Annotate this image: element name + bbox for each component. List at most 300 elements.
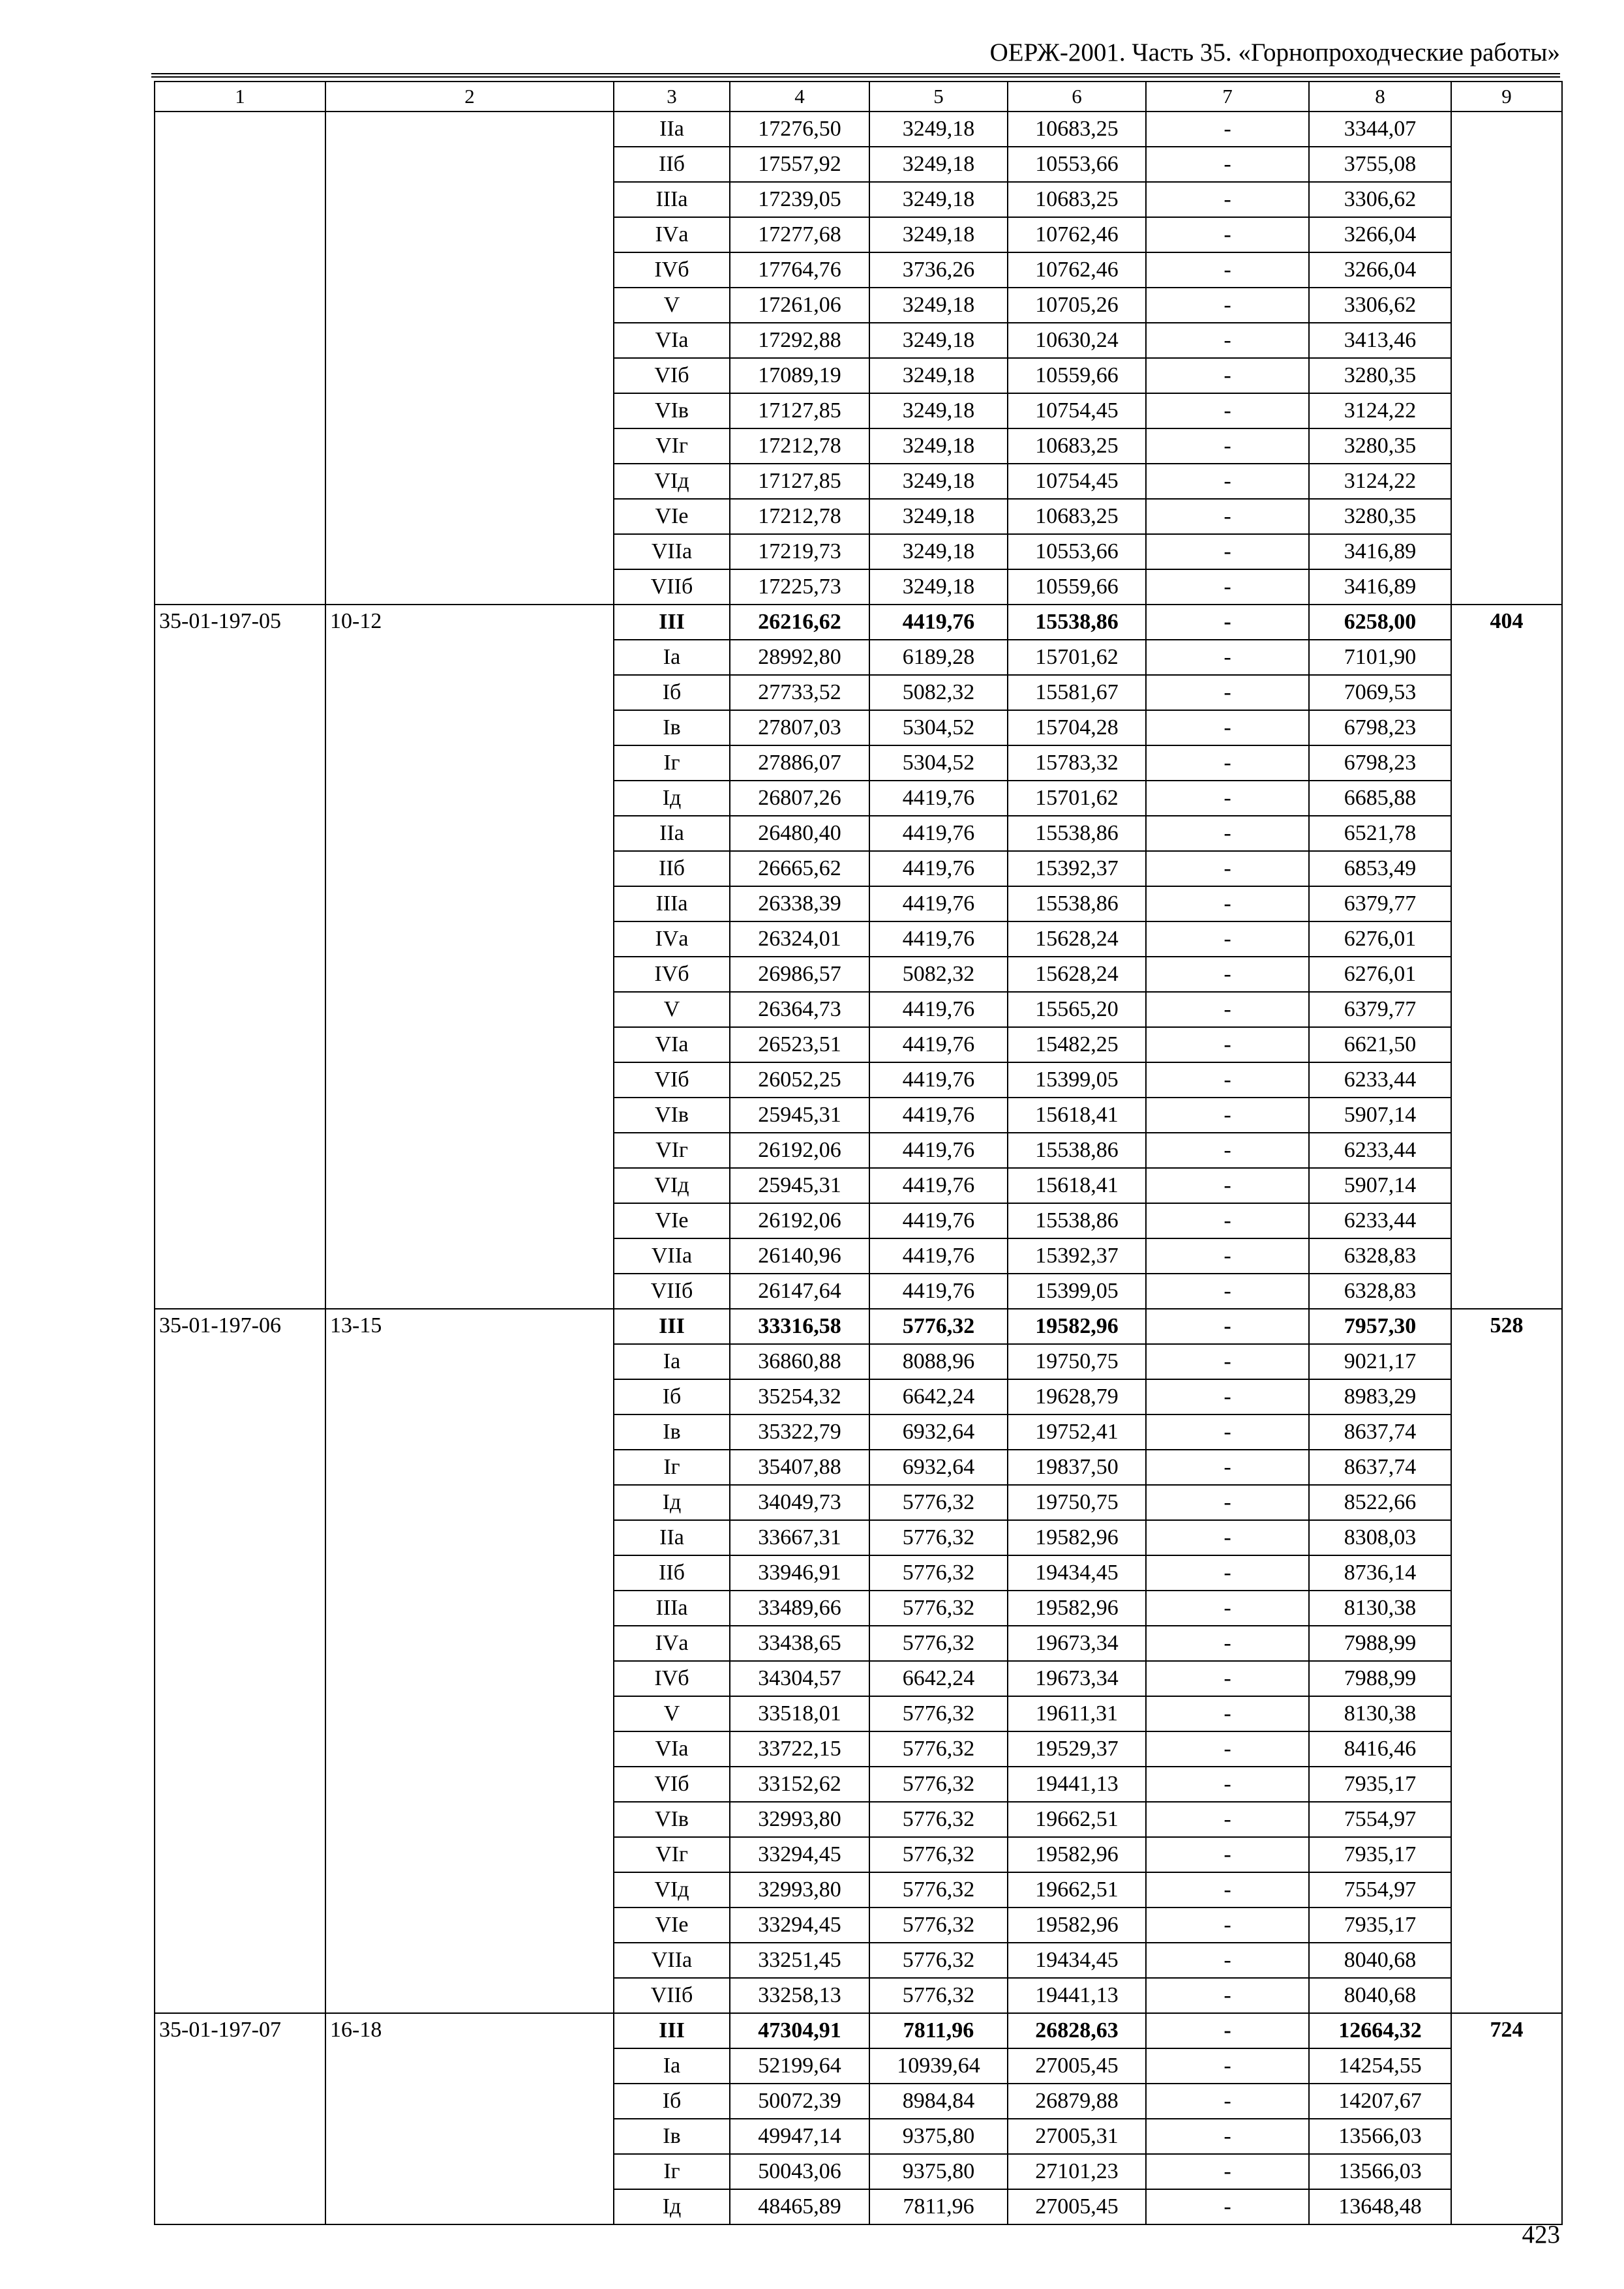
cell-type: IIб bbox=[614, 147, 730, 182]
cell-machines: 15399,05 bbox=[1008, 1274, 1146, 1309]
cell-wages: 4419,76 bbox=[869, 605, 1008, 640]
cell-materials: 7069,53 bbox=[1309, 675, 1451, 710]
cell-materials: 3280,35 bbox=[1309, 499, 1451, 534]
cell-materials: 3306,62 bbox=[1309, 182, 1451, 217]
cell-machines: 15538,86 bbox=[1008, 886, 1146, 921]
cell-type: VIб bbox=[614, 1767, 730, 1802]
cell-total bbox=[1451, 112, 1562, 605]
cell-machines: 10754,45 bbox=[1008, 393, 1146, 428]
cell-type: IVа bbox=[614, 921, 730, 957]
cell-type: VIIб bbox=[614, 1978, 730, 2013]
cell-machines: 15628,24 bbox=[1008, 921, 1146, 957]
cell-materials: 3416,89 bbox=[1309, 569, 1451, 605]
cell-wages: 4419,76 bbox=[869, 992, 1008, 1027]
cell-total-cost: 17127,85 bbox=[730, 393, 869, 428]
cell-materials: 6328,83 bbox=[1309, 1238, 1451, 1274]
cell-driver-wages: - bbox=[1146, 534, 1309, 569]
cell-machines: 19662,51 bbox=[1008, 1872, 1146, 1908]
cell-total-cost: 17764,76 bbox=[730, 252, 869, 288]
cell-wages: 5776,32 bbox=[869, 1520, 1008, 1555]
cell-driver-wages: - bbox=[1146, 1767, 1309, 1802]
cell-wages: 3249,18 bbox=[869, 288, 1008, 323]
cell-machines: 10553,66 bbox=[1008, 534, 1146, 569]
cell-driver-wages: - bbox=[1146, 1203, 1309, 1238]
cell-materials: 5907,14 bbox=[1309, 1168, 1451, 1203]
cell-type: VIIа bbox=[614, 534, 730, 569]
cell-materials: 8040,68 bbox=[1309, 1978, 1451, 2013]
cell-total-cost: 26324,01 bbox=[730, 921, 869, 957]
cell-type: IIб bbox=[614, 851, 730, 886]
cell-wages: 5776,32 bbox=[869, 1696, 1008, 1731]
cell-driver-wages: - bbox=[1146, 147, 1309, 182]
cell-type: Iб bbox=[614, 675, 730, 710]
cell-wages: 4419,76 bbox=[869, 816, 1008, 851]
cell-wages: 8088,96 bbox=[869, 1344, 1008, 1379]
cell-machines: 15618,41 bbox=[1008, 1168, 1146, 1203]
cell-type: VIе bbox=[614, 499, 730, 534]
cell-materials: 12664,32 bbox=[1309, 2013, 1451, 2048]
cell-machines: 19750,75 bbox=[1008, 1344, 1146, 1379]
cell-materials: 9021,17 bbox=[1309, 1344, 1451, 1379]
cell-wages: 4419,76 bbox=[869, 1168, 1008, 1203]
cell-materials: 6521,78 bbox=[1309, 816, 1451, 851]
cell-total-cost: 26364,73 bbox=[730, 992, 869, 1027]
cell-driver-wages: - bbox=[1146, 2189, 1309, 2224]
table-row bbox=[155, 1309, 1562, 1344]
table-row bbox=[155, 605, 1562, 640]
cell-driver-wages: - bbox=[1146, 640, 1309, 675]
cell-total-cost: 33518,01 bbox=[730, 1696, 869, 1731]
cell-wages: 4419,76 bbox=[869, 781, 1008, 816]
cell-machines: 15538,86 bbox=[1008, 1203, 1146, 1238]
column-number: 6 bbox=[1008, 82, 1146, 112]
cell-total-cost: 26192,06 bbox=[730, 1203, 869, 1238]
cell-type: VIд bbox=[614, 464, 730, 499]
cell-type: IIIа bbox=[614, 886, 730, 921]
cell-driver-wages: - bbox=[1146, 1238, 1309, 1274]
cell-code: 35-01-197-07 bbox=[155, 2013, 325, 2224]
cell-wages: 3249,18 bbox=[869, 323, 1008, 358]
cell-materials: 3755,08 bbox=[1309, 147, 1451, 182]
cell-total-cost: 17276,50 bbox=[730, 112, 869, 147]
cell-materials: 13648,48 bbox=[1309, 2189, 1451, 2224]
column-number-row bbox=[155, 82, 1562, 112]
cell-machines: 27005,31 bbox=[1008, 2119, 1146, 2154]
cell-total-cost: 50043,06 bbox=[730, 2154, 869, 2189]
cell-driver-wages: - bbox=[1146, 1133, 1309, 1168]
cell-range: 13-15 bbox=[325, 1309, 614, 2013]
cell-type: III bbox=[614, 1309, 730, 1344]
cell-type: Iа bbox=[614, 1344, 730, 1379]
cell-type: VIб bbox=[614, 358, 730, 393]
cell-materials: 7988,99 bbox=[1309, 1661, 1451, 1696]
cell-materials: 3266,04 bbox=[1309, 217, 1451, 252]
cell-wages: 3249,18 bbox=[869, 534, 1008, 569]
column-number: 7 bbox=[1146, 82, 1309, 112]
cell-machines: 15704,28 bbox=[1008, 710, 1146, 745]
cell-total-cost: 52199,64 bbox=[730, 2048, 869, 2084]
cell-machines: 19611,31 bbox=[1008, 1696, 1146, 1731]
cell-materials: 13566,03 bbox=[1309, 2119, 1451, 2154]
cell-type: Iг bbox=[614, 1450, 730, 1485]
cell-driver-wages: - bbox=[1146, 112, 1309, 147]
cell-machines: 10553,66 bbox=[1008, 147, 1146, 182]
cell-wages: 6189,28 bbox=[869, 640, 1008, 675]
cell-materials: 8130,38 bbox=[1309, 1696, 1451, 1731]
cell-materials: 3280,35 bbox=[1309, 358, 1451, 393]
cell-machines: 15399,05 bbox=[1008, 1062, 1146, 1098]
cell-machines: 19441,13 bbox=[1008, 1978, 1146, 2013]
column-number: 1 bbox=[155, 82, 325, 112]
cell-total-cost: 26052,25 bbox=[730, 1062, 869, 1098]
column-number: 3 bbox=[614, 82, 730, 112]
cell-driver-wages: - bbox=[1146, 851, 1309, 886]
cell-total-cost: 34049,73 bbox=[730, 1485, 869, 1520]
cell-machines: 10559,66 bbox=[1008, 358, 1146, 393]
cell-machines: 10683,25 bbox=[1008, 182, 1146, 217]
cell-materials: 6276,01 bbox=[1309, 921, 1451, 957]
column-number: 5 bbox=[869, 82, 1008, 112]
cell-type: Iд bbox=[614, 1485, 730, 1520]
cell-wages: 4419,76 bbox=[869, 1098, 1008, 1133]
cell-total-cost: 33152,62 bbox=[730, 1767, 869, 1802]
cell-range bbox=[325, 112, 614, 605]
cell-type: VIIб bbox=[614, 1274, 730, 1309]
cell-machines: 26879,88 bbox=[1008, 2084, 1146, 2119]
cell-driver-wages: - bbox=[1146, 464, 1309, 499]
cell-type: IVа bbox=[614, 217, 730, 252]
cell-machines: 15392,37 bbox=[1008, 1238, 1146, 1274]
cell-machines: 27101,23 bbox=[1008, 2154, 1146, 2189]
cell-driver-wages: - bbox=[1146, 2084, 1309, 2119]
cell-machines: 15565,20 bbox=[1008, 992, 1146, 1027]
column-number: 8 bbox=[1309, 82, 1451, 112]
cell-driver-wages: - bbox=[1146, 605, 1309, 640]
cell-materials: 6328,83 bbox=[1309, 1274, 1451, 1309]
cell-wages: 5304,52 bbox=[869, 745, 1008, 781]
cell-total-cost: 34304,57 bbox=[730, 1661, 869, 1696]
cell-total-cost: 17212,78 bbox=[730, 499, 869, 534]
cell-wages: 4419,76 bbox=[869, 1274, 1008, 1309]
cell-driver-wages: - bbox=[1146, 1872, 1309, 1908]
cell-type: Iг bbox=[614, 2154, 730, 2189]
cell-total-cost: 33667,31 bbox=[730, 1520, 869, 1555]
cell-total-cost: 17127,85 bbox=[730, 464, 869, 499]
cell-type: VIг bbox=[614, 1133, 730, 1168]
cell-type: Iд bbox=[614, 2189, 730, 2224]
cell-machines: 15538,86 bbox=[1008, 1133, 1146, 1168]
cell-driver-wages: - bbox=[1146, 1908, 1309, 1943]
cell-total-cost: 27886,07 bbox=[730, 745, 869, 781]
cell-total: 724 bbox=[1451, 2013, 1562, 2224]
cell-type: IVа bbox=[614, 1626, 730, 1661]
cell-type: VIIб bbox=[614, 569, 730, 605]
cell-wages: 9375,80 bbox=[869, 2119, 1008, 2154]
cell-machines: 19434,45 bbox=[1008, 1555, 1146, 1591]
cell-type: IIа bbox=[614, 112, 730, 147]
cell-range: 16-18 bbox=[325, 2013, 614, 2224]
cell-machines: 19750,75 bbox=[1008, 1485, 1146, 1520]
cell-total-cost: 26338,39 bbox=[730, 886, 869, 921]
cell-materials: 6798,23 bbox=[1309, 745, 1451, 781]
cell-type: IIа bbox=[614, 1520, 730, 1555]
cell-machines: 19582,96 bbox=[1008, 1309, 1146, 1344]
cell-machines: 10630,24 bbox=[1008, 323, 1146, 358]
cell-materials: 7935,17 bbox=[1309, 1908, 1451, 1943]
cell-driver-wages: - bbox=[1146, 1591, 1309, 1626]
cell-machines: 15783,32 bbox=[1008, 745, 1146, 781]
cell-machines: 10559,66 bbox=[1008, 569, 1146, 605]
cell-wages: 3249,18 bbox=[869, 499, 1008, 534]
cell-wages: 10939,64 bbox=[869, 2048, 1008, 2084]
cell-materials: 3124,22 bbox=[1309, 464, 1451, 499]
cell-total-cost: 26216,62 bbox=[730, 605, 869, 640]
cell-materials: 13566,03 bbox=[1309, 2154, 1451, 2189]
cell-type: VIд bbox=[614, 1872, 730, 1908]
cell-total-cost: 33251,45 bbox=[730, 1943, 869, 1978]
cell-wages: 5776,32 bbox=[869, 1908, 1008, 1943]
cell-driver-wages: - bbox=[1146, 1098, 1309, 1133]
cell-materials: 6798,23 bbox=[1309, 710, 1451, 745]
cell-type: VIIа bbox=[614, 1238, 730, 1274]
cell-machines: 15701,62 bbox=[1008, 640, 1146, 675]
cell-type: IIа bbox=[614, 816, 730, 851]
cell-total: 528 bbox=[1451, 1309, 1562, 2013]
cell-driver-wages: - bbox=[1146, 1520, 1309, 1555]
cell-type: VIг bbox=[614, 1837, 730, 1872]
cell-materials: 3344,07 bbox=[1309, 112, 1451, 147]
cell-total-cost: 50072,39 bbox=[730, 2084, 869, 2119]
cell-driver-wages: - bbox=[1146, 816, 1309, 851]
cell-type: IVб bbox=[614, 1661, 730, 1696]
cell-wages: 5776,32 bbox=[869, 1943, 1008, 1978]
cell-total-cost: 35254,32 bbox=[730, 1379, 869, 1414]
cell-materials: 6685,88 bbox=[1309, 781, 1451, 816]
cell-total-cost: 25945,31 bbox=[730, 1168, 869, 1203]
cell-materials: 14254,55 bbox=[1309, 2048, 1451, 2084]
cell-driver-wages: - bbox=[1146, 1414, 1309, 1450]
cell-total-cost: 33489,66 bbox=[730, 1591, 869, 1626]
cell-driver-wages: - bbox=[1146, 992, 1309, 1027]
cell-wages: 5082,32 bbox=[869, 675, 1008, 710]
cell-wages: 3249,18 bbox=[869, 217, 1008, 252]
cell-driver-wages: - bbox=[1146, 886, 1309, 921]
cell-driver-wages: - bbox=[1146, 2048, 1309, 2084]
cell-machines: 15701,62 bbox=[1008, 781, 1146, 816]
cell-wages: 4419,76 bbox=[869, 1203, 1008, 1238]
cell-type: VIа bbox=[614, 1731, 730, 1767]
cell-total-cost: 17219,73 bbox=[730, 534, 869, 569]
cell-type: VIв bbox=[614, 1802, 730, 1837]
cell-wages: 4419,76 bbox=[869, 851, 1008, 886]
cell-materials: 7988,99 bbox=[1309, 1626, 1451, 1661]
cell-type: VIд bbox=[614, 1168, 730, 1203]
cell-total-cost: 17277,68 bbox=[730, 217, 869, 252]
header-rule-inner bbox=[151, 76, 1560, 78]
rates-table bbox=[154, 81, 1563, 2225]
cell-materials: 6621,50 bbox=[1309, 1027, 1451, 1062]
cell-type: V bbox=[614, 992, 730, 1027]
cell-total-cost: 17292,88 bbox=[730, 323, 869, 358]
cell-machines: 19582,96 bbox=[1008, 1908, 1146, 1943]
cell-total-cost: 17261,06 bbox=[730, 288, 869, 323]
table-row bbox=[155, 2013, 1562, 2048]
column-number: 9 bbox=[1451, 82, 1562, 112]
cell-total-cost: 17212,78 bbox=[730, 428, 869, 464]
cell-total-cost: 26147,64 bbox=[730, 1274, 869, 1309]
cell-materials: 7935,17 bbox=[1309, 1837, 1451, 1872]
cell-machines: 10705,26 bbox=[1008, 288, 1146, 323]
cell-total-cost: 48465,89 bbox=[730, 2189, 869, 2224]
cell-total-cost: 33438,65 bbox=[730, 1626, 869, 1661]
cell-driver-wages: - bbox=[1146, 1802, 1309, 1837]
table-row bbox=[155, 112, 1562, 147]
cell-driver-wages: - bbox=[1146, 252, 1309, 288]
cell-driver-wages: - bbox=[1146, 1696, 1309, 1731]
cell-driver-wages: - bbox=[1146, 1837, 1309, 1872]
cell-type: Iб bbox=[614, 2084, 730, 2119]
cell-driver-wages: - bbox=[1146, 1309, 1309, 1344]
cell-machines: 15538,86 bbox=[1008, 605, 1146, 640]
cell-materials: 3306,62 bbox=[1309, 288, 1451, 323]
cell-type: Iг bbox=[614, 745, 730, 781]
cell-total-cost: 33946,91 bbox=[730, 1555, 869, 1591]
cell-driver-wages: - bbox=[1146, 675, 1309, 710]
cell-materials: 7554,97 bbox=[1309, 1872, 1451, 1908]
cell-materials: 3413,46 bbox=[1309, 323, 1451, 358]
cell-driver-wages: - bbox=[1146, 569, 1309, 605]
cell-driver-wages: - bbox=[1146, 1274, 1309, 1309]
cell-driver-wages: - bbox=[1146, 745, 1309, 781]
page-number: 423 bbox=[1522, 2221, 1560, 2249]
cell-total-cost: 26480,40 bbox=[730, 816, 869, 851]
cell-wages: 5776,32 bbox=[869, 1309, 1008, 1344]
cell-driver-wages: - bbox=[1146, 1027, 1309, 1062]
cell-machines: 15618,41 bbox=[1008, 1098, 1146, 1133]
column-number: 2 bbox=[325, 82, 614, 112]
cell-machines: 19582,96 bbox=[1008, 1837, 1146, 1872]
cell-driver-wages: - bbox=[1146, 1450, 1309, 1485]
cell-machines: 10762,46 bbox=[1008, 217, 1146, 252]
cell-driver-wages: - bbox=[1146, 428, 1309, 464]
cell-type: VIIа bbox=[614, 1943, 730, 1978]
cell-wages: 4419,76 bbox=[869, 1133, 1008, 1168]
cell-wages: 5776,32 bbox=[869, 1626, 1008, 1661]
cell-materials: 6379,77 bbox=[1309, 992, 1451, 1027]
cell-materials: 7101,90 bbox=[1309, 640, 1451, 675]
cell-total-cost: 28992,80 bbox=[730, 640, 869, 675]
cell-materials: 3266,04 bbox=[1309, 252, 1451, 288]
cell-materials: 6233,44 bbox=[1309, 1062, 1451, 1098]
cell-machines: 19837,50 bbox=[1008, 1450, 1146, 1485]
cell-driver-wages: - bbox=[1146, 710, 1309, 745]
cell-code: 35-01-197-06 bbox=[155, 1309, 325, 2013]
cell-driver-wages: - bbox=[1146, 2013, 1309, 2048]
cell-wages: 4419,76 bbox=[869, 1027, 1008, 1062]
cell-wages: 5082,32 bbox=[869, 957, 1008, 992]
cell-materials: 6233,44 bbox=[1309, 1203, 1451, 1238]
cell-total-cost: 33258,13 bbox=[730, 1978, 869, 2013]
cell-driver-wages: - bbox=[1146, 358, 1309, 393]
cell-driver-wages: - bbox=[1146, 1943, 1309, 1978]
cell-type: Iв bbox=[614, 710, 730, 745]
cell-wages: 4419,76 bbox=[869, 1238, 1008, 1274]
cell-wages: 3249,18 bbox=[869, 428, 1008, 464]
cell-wages: 5304,52 bbox=[869, 710, 1008, 745]
cell-type: IVб bbox=[614, 252, 730, 288]
cell-machines: 15581,67 bbox=[1008, 675, 1146, 710]
cell-type: IIIа bbox=[614, 182, 730, 217]
cell-total: 404 bbox=[1451, 605, 1562, 1309]
cell-materials: 8130,38 bbox=[1309, 1591, 1451, 1626]
cell-wages: 3249,18 bbox=[869, 569, 1008, 605]
cell-wages: 4419,76 bbox=[869, 886, 1008, 921]
cell-total-cost: 33294,45 bbox=[730, 1908, 869, 1943]
cell-wages: 5776,32 bbox=[869, 1802, 1008, 1837]
cell-total-cost: 17239,05 bbox=[730, 182, 869, 217]
cell-total-cost: 17089,19 bbox=[730, 358, 869, 393]
cell-driver-wages: - bbox=[1146, 1168, 1309, 1203]
cell-total-cost: 27733,52 bbox=[730, 675, 869, 710]
cell-wages: 7811,96 bbox=[869, 2013, 1008, 2048]
cell-type: IVб bbox=[614, 957, 730, 992]
cell-type: Iв bbox=[614, 2119, 730, 2154]
cell-wages: 3249,18 bbox=[869, 182, 1008, 217]
cell-type: IIб bbox=[614, 1555, 730, 1591]
cell-wages: 5776,32 bbox=[869, 1591, 1008, 1626]
cell-materials: 6233,44 bbox=[1309, 1133, 1451, 1168]
cell-type: VIа bbox=[614, 1027, 730, 1062]
cell-machines: 10754,45 bbox=[1008, 464, 1146, 499]
cell-type: Iа bbox=[614, 640, 730, 675]
cell-machines: 19752,41 bbox=[1008, 1414, 1146, 1450]
cell-total-cost: 26140,96 bbox=[730, 1238, 869, 1274]
cell-materials: 6258,00 bbox=[1309, 605, 1451, 640]
cell-code: 35-01-197-05 bbox=[155, 605, 325, 1309]
cell-wages: 3736,26 bbox=[869, 252, 1008, 288]
cell-code bbox=[155, 112, 325, 605]
cell-wages: 7811,96 bbox=[869, 2189, 1008, 2224]
cell-total-cost: 27807,03 bbox=[730, 710, 869, 745]
cell-driver-wages: - bbox=[1146, 921, 1309, 957]
table-body bbox=[155, 82, 1562, 2224]
cell-driver-wages: - bbox=[1146, 1661, 1309, 1696]
cell-wages: 5776,32 bbox=[869, 1767, 1008, 1802]
cell-machines: 19582,96 bbox=[1008, 1520, 1146, 1555]
cell-driver-wages: - bbox=[1146, 288, 1309, 323]
cell-driver-wages: - bbox=[1146, 1555, 1309, 1591]
cell-total-cost: 32993,80 bbox=[730, 1802, 869, 1837]
cell-driver-wages: - bbox=[1146, 1731, 1309, 1767]
cell-total-cost: 26192,06 bbox=[730, 1133, 869, 1168]
cell-range: 10-12 bbox=[325, 605, 614, 1309]
cell-machines: 15482,25 bbox=[1008, 1027, 1146, 1062]
cell-machines: 19434,45 bbox=[1008, 1943, 1146, 1978]
cell-type: V bbox=[614, 1696, 730, 1731]
cell-wages: 5776,32 bbox=[869, 1837, 1008, 1872]
cell-machines: 15538,86 bbox=[1008, 816, 1146, 851]
cell-machines: 15628,24 bbox=[1008, 957, 1146, 992]
cell-driver-wages: - bbox=[1146, 957, 1309, 992]
cell-total-cost: 17225,73 bbox=[730, 569, 869, 605]
cell-machines: 19529,37 bbox=[1008, 1731, 1146, 1767]
cell-driver-wages: - bbox=[1146, 1485, 1309, 1520]
cell-wages: 5776,32 bbox=[869, 1978, 1008, 2013]
cell-type: VIб bbox=[614, 1062, 730, 1098]
cell-machines: 26828,63 bbox=[1008, 2013, 1146, 2048]
cell-total-cost: 36860,88 bbox=[730, 1344, 869, 1379]
cell-type: VIе bbox=[614, 1203, 730, 1238]
